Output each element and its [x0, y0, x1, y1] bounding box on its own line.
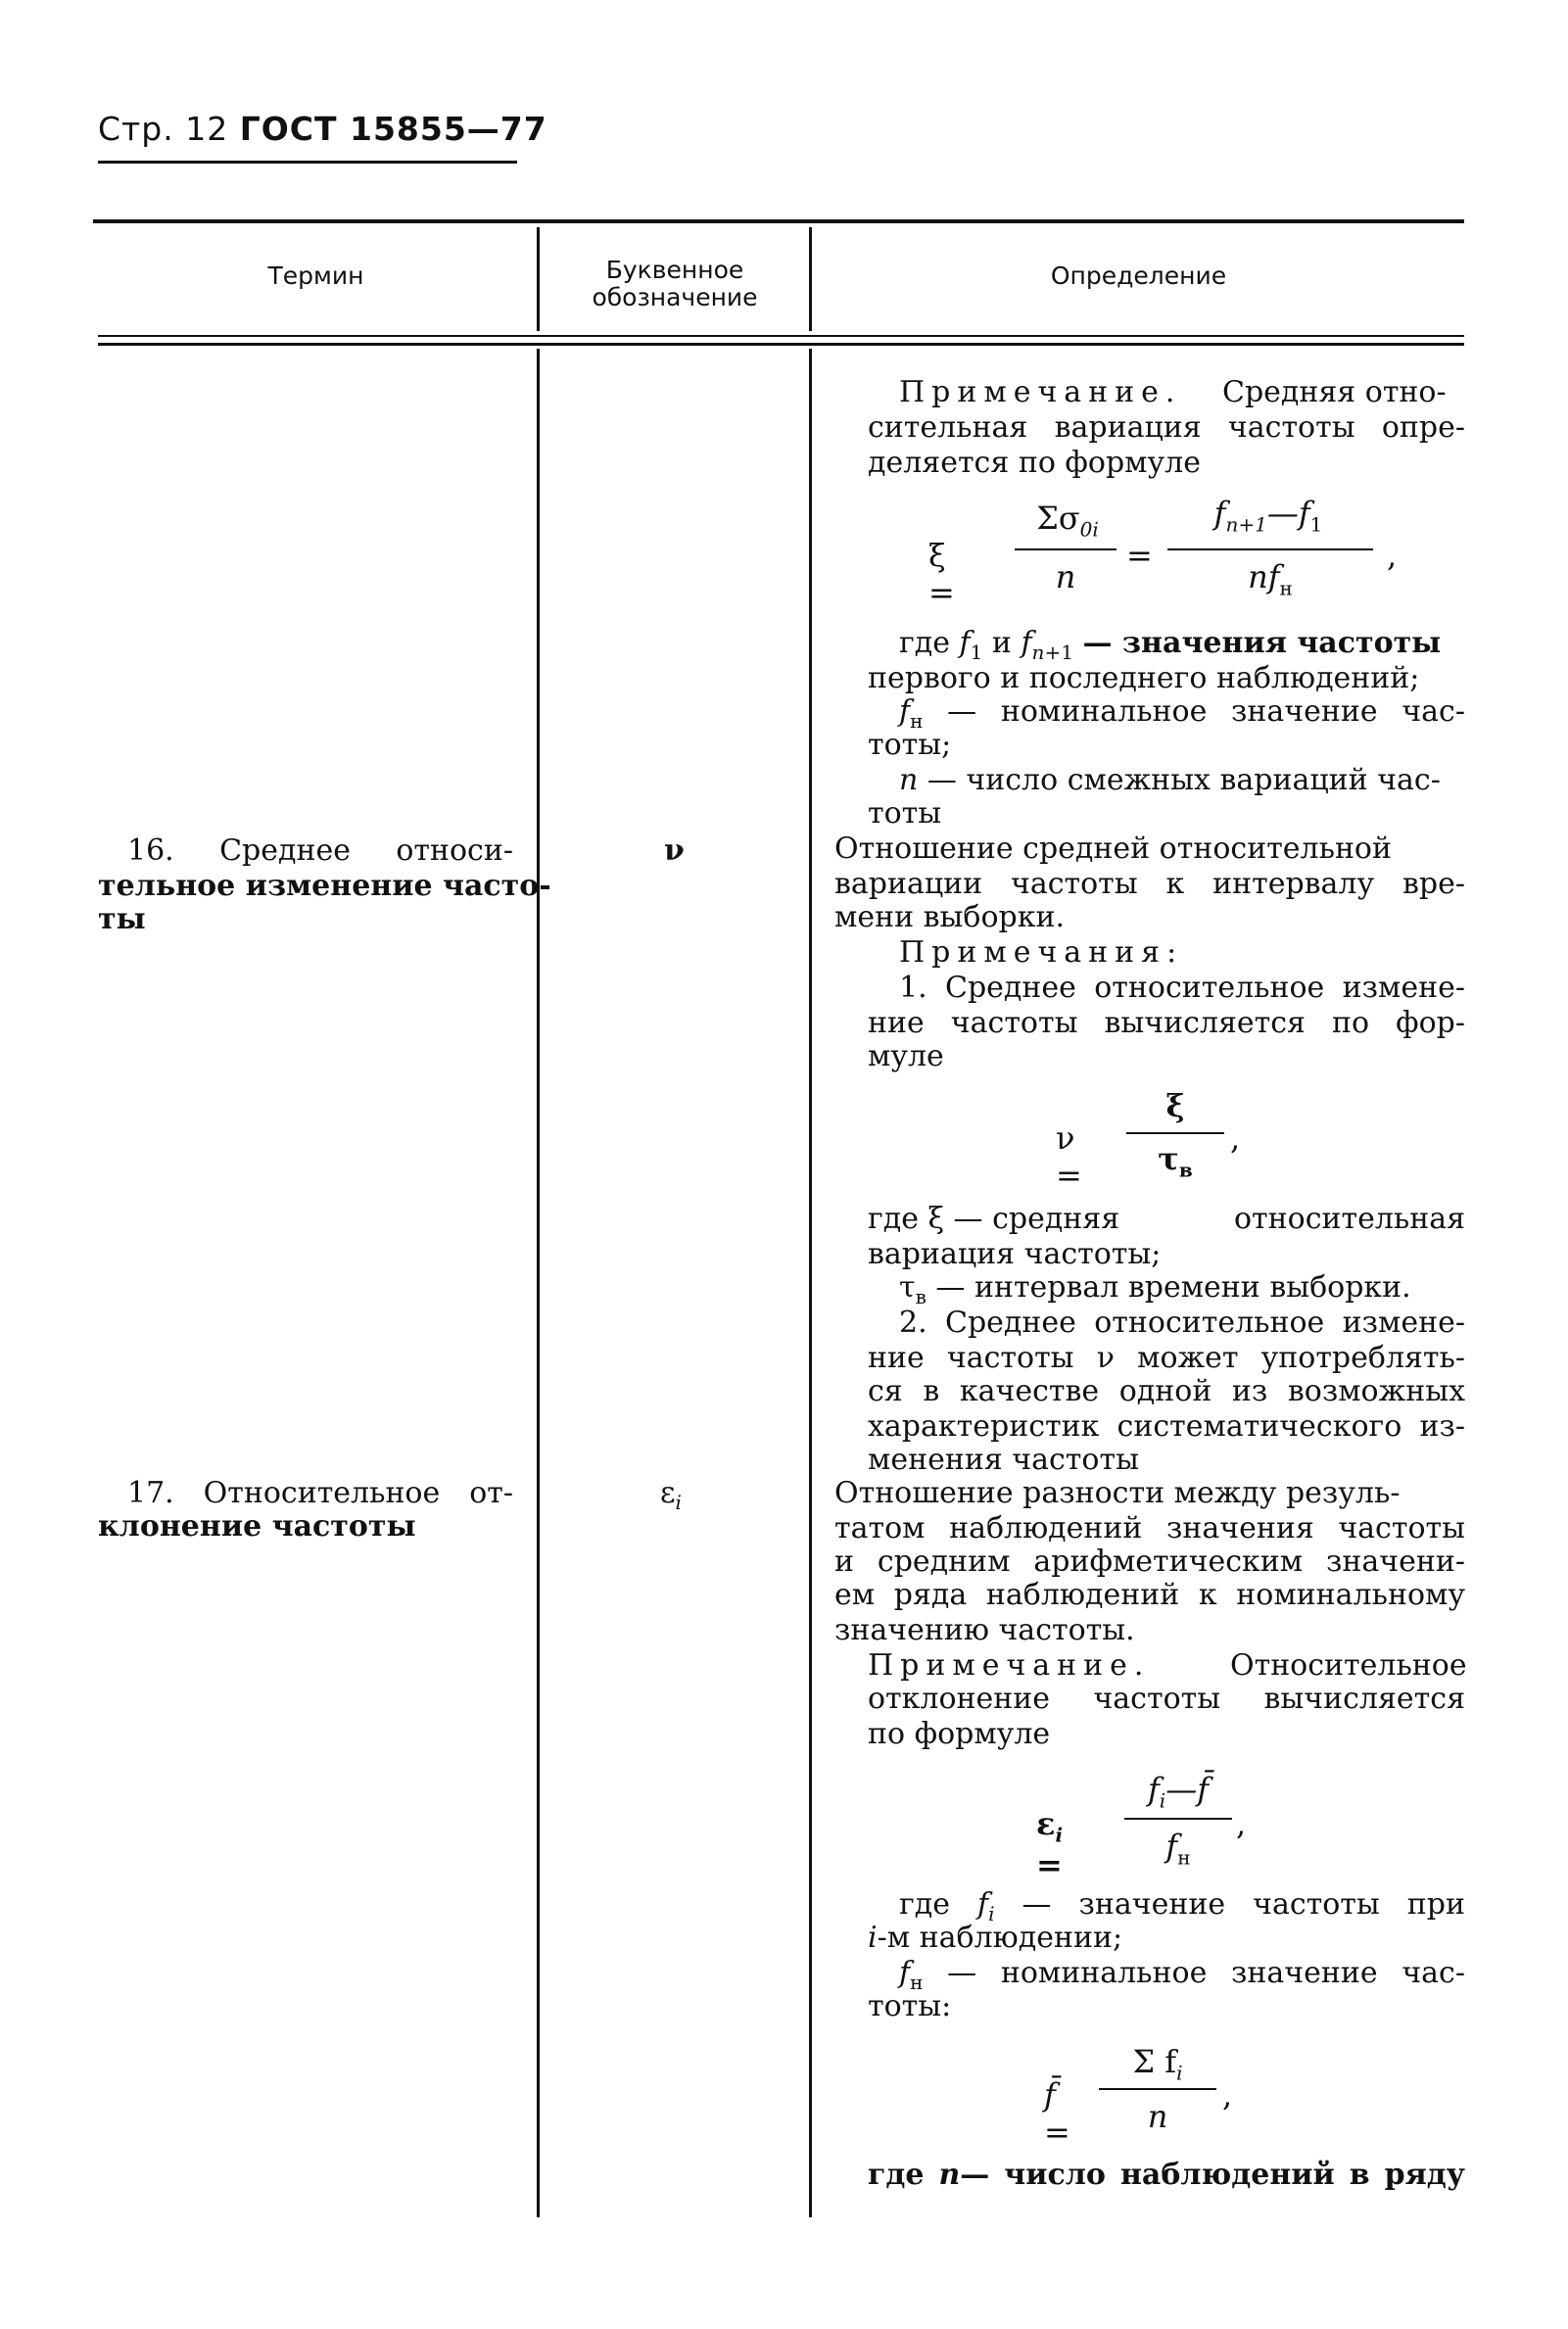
- where2-line4: 2. Среднее относительное измене-: [899, 1306, 1465, 1340]
- term17-line2: клонение частоты: [98, 1509, 416, 1544]
- where1-line6: тоты: [868, 796, 942, 831]
- term17-symbol: $\varepsilon_i$: [660, 1476, 682, 1514]
- standard-number: ГОСТ 15855—77: [239, 110, 547, 148]
- def17-line2: татом наблюдений значения частоты: [834, 1511, 1465, 1545]
- where3-line1: где $f_i$ — значение частоты при: [899, 1887, 1465, 1925]
- where2-line7: характеристик систематического из-: [868, 1409, 1465, 1444]
- header-underline: [98, 161, 517, 164]
- column-header-symbol-line1: Буквенное: [605, 256, 744, 284]
- def16-line3: мени выборки.: [834, 900, 1065, 934]
- formula3-num: $f_i—f̄$: [1147, 1771, 1210, 1813]
- formula2-num: ξ: [1165, 1087, 1185, 1124]
- def16-line4: Примечания:: [899, 935, 1184, 970]
- where1-line2: первого и последнего наблюдений;: [868, 661, 1420, 695]
- where2-line1a: где ξ — средняя: [868, 1202, 1120, 1236]
- def17-line4: ем ряда наблюдений к номинальному: [834, 1578, 1465, 1612]
- column-header-term: Термин: [267, 261, 364, 290]
- where3-line2: i-м наблюдении;: [868, 1921, 1123, 1955]
- table-top-border: [93, 219, 1464, 223]
- formula1-tail: ,: [1387, 537, 1398, 574]
- where2-line3: $\tau_в$ — интервал времени выборки.: [899, 1270, 1411, 1308]
- where2-line5: ние частоты ν может употреблять-: [868, 1341, 1465, 1375]
- formula2-bar: [1126, 1132, 1224, 1134]
- def17-line3: и средним арифметическим значени-: [834, 1545, 1465, 1579]
- where2-line8: менения частоты: [868, 1443, 1139, 1477]
- note-label: Примечание.: [899, 375, 1182, 409]
- def16-line1: Отношение средней относительной: [834, 832, 1392, 866]
- formula1-num2: $f_{n+1}—f_1$: [1213, 495, 1323, 537]
- where1-line5: n — число смежных вариаций час-: [899, 763, 1441, 797]
- where2-line2: вариация частоты;: [868, 1237, 1162, 1271]
- column-header-definition: Определение: [1050, 261, 1227, 290]
- column-header-symbol: [539, 257, 811, 311]
- header-bottom-rule-2: [98, 343, 1464, 346]
- note-text-3: деляется по формуле: [868, 446, 1201, 480]
- note-text-2: сительная вариация частоты опре-: [868, 410, 1465, 445]
- where2-line1b: относительная: [1234, 1202, 1466, 1236]
- formula2-den: $\tau_в$: [1158, 1140, 1193, 1182]
- column-divider-2-body: [809, 349, 812, 2217]
- formula4-den: n: [1147, 2098, 1168, 2135]
- def16-line7: муле: [868, 1039, 944, 1073]
- page-number: Стр. 12: [98, 110, 229, 148]
- def16-line5: 1. Среднее относительное измене-: [899, 971, 1465, 1005]
- formula3-tail: ,: [1236, 1805, 1247, 1842]
- where1-line1: где $f_1$ и $f_{n+1}$ — значения частоты: [899, 626, 1442, 664]
- column-header-symbol-line2: обозначение: [592, 283, 758, 311]
- where2-line6: ся в качестве одной из возможных: [868, 1374, 1465, 1408]
- def17-line5: значению частоты.: [834, 1613, 1135, 1647]
- formula1-lhs: ξ =: [928, 537, 955, 611]
- formula3-den: $f_н$: [1165, 1828, 1191, 1870]
- where3-line4: тоты:: [868, 1989, 952, 2023]
- column-divider-1-body: [537, 349, 540, 2217]
- formula4-tail: ,: [1222, 2076, 1233, 2114]
- page-header: [98, 110, 547, 148]
- formula1-bar2: [1167, 548, 1373, 550]
- note-text-1: Средняя отно-: [1222, 375, 1447, 409]
- formula4-bar: [1099, 2088, 1216, 2090]
- header-bottom-rule: [98, 335, 1464, 337]
- def17-line1: Отношение разности между резуль-: [834, 1476, 1401, 1510]
- term16-line1: 16. Среднее относи-: [127, 833, 513, 868]
- formula4-lhs: f̄ =: [1044, 2076, 1070, 2151]
- formula2-lhs: ν =: [1056, 1119, 1082, 1194]
- term16-symbol: ν: [664, 833, 685, 868]
- term17-line1: 17. Относительное от-: [127, 1476, 513, 1510]
- column-divider-2: [809, 227, 812, 331]
- formula2-tail: ,: [1230, 1119, 1241, 1157]
- def17-line8: по формуле: [868, 1717, 1051, 1751]
- def17-line7: отклонение частоты вычисляется: [868, 1682, 1465, 1716]
- last-line: где n— число наблюдений в ряду: [868, 2158, 1465, 2192]
- where1-line3: $f_н$ — номинальное значение час-: [899, 694, 1465, 733]
- term16-line2: тельное изменение часто-: [98, 869, 551, 903]
- where1-line4: тоты;: [868, 728, 952, 762]
- def16-line6: ние частоты вычисляется по фор-: [868, 1006, 1465, 1040]
- formula1-den1: n: [1055, 558, 1076, 595]
- def17-line6b: Относительное: [1230, 1648, 1467, 1683]
- formula1-eq: =: [1126, 537, 1153, 574]
- def17-line6a: Примечание.: [868, 1648, 1151, 1683]
- formula4-num: Σ $f_i$: [1132, 2043, 1183, 2085]
- column-divider-1: [537, 227, 540, 331]
- formula1-den2: $nf_н$: [1248, 558, 1293, 600]
- formula3-lhs: $\varepsilon_i$ =: [1036, 1805, 1064, 1884]
- term16-line3: ты: [98, 902, 146, 936]
- where3-line3: $f_н$ — номинальное значение час-: [899, 1956, 1465, 1994]
- def16-line2: вариации частоты к интервалу вре-: [834, 867, 1465, 901]
- formula3-bar: [1124, 1818, 1232, 1820]
- formula1-bar1: [1015, 548, 1117, 550]
- formula1-num1: $\Sigma\sigma_{0i}$: [1036, 499, 1099, 542]
